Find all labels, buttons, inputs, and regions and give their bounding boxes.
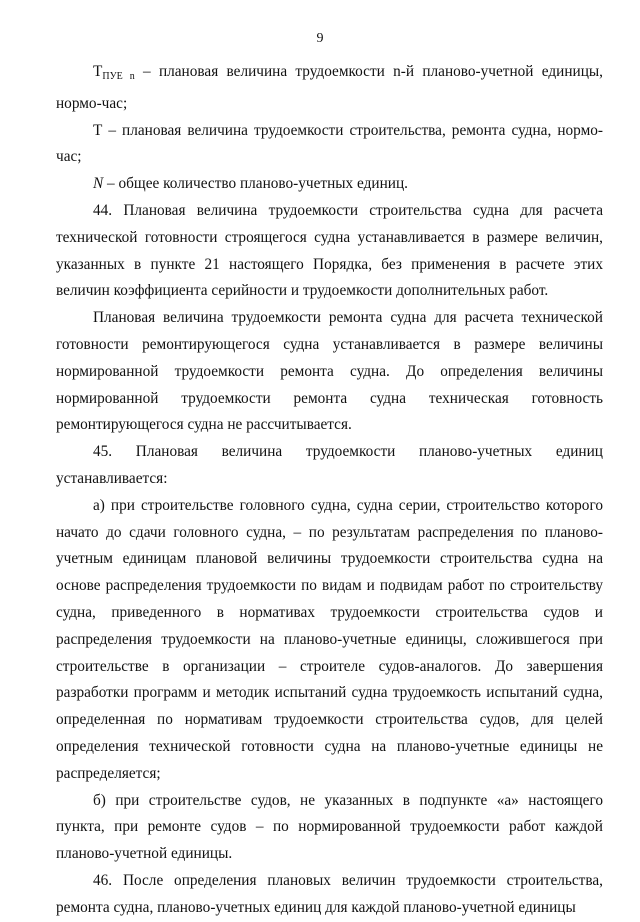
symbol-n: N	[93, 175, 104, 193]
definition-t-text: Т – плановая величина трудоемкости строительства, ремонта судна, нормо-час;	[56, 121, 603, 166]
paragraph-45-b: б) при строительстве судов, не указанных в подпункте «а» настоящего пункта, при ремонте судов – по нормированной трудоемкости работ каждой планово-учетной единицы.	[56, 791, 603, 863]
definition-tpue	[56, 59, 603, 118]
document-body	[56, 59, 603, 922]
definition-n-text: – общее количество планово-учетных единиц.	[103, 175, 408, 193]
symbol-tpue-subscript: ПУЕ n	[102, 71, 135, 82]
paragraph-45: 45. Плановая величина трудоемкости планово-учетных единиц устанавливается:	[56, 443, 603, 487]
symbol-tpue	[93, 63, 135, 80]
definition-n	[56, 171, 603, 198]
definition-tpue-text: – плановая величина трудоемкости n-й планово-учетной единицы, нормо-час;	[56, 63, 603, 112]
paragraph-44-continuation: Плановая величина трудоемкости ремонта судна для расчета технической готовности ремонтирующегося судна устанавливается в размере величины нормированной трудоемкости ремонта судна. До определения величины нормированной трудоемкости ремонта судна техническая готовность ремонтирующегося судна не рассчитывается.	[56, 309, 603, 434]
paragraph-44: 44. Плановая величина трудоемкости строительства судна для расчета технической готовности строящегося судна устанавливается в размере величин, указанных в пункте 21 настоящего Порядка, без применения в расчете этих величин коэффициента серийности и трудоемкости дополнительных работ.	[56, 201, 603, 300]
definition-t	[56, 118, 603, 172]
paragraph-45-a: а) при строительстве головного судна, судна серии, строительство которого начато до сдачи головного судна, – по результатам распределения по планово-учетным единицам плановой величины трудоемкости строительства судна на основе распределения трудоемкости по видам и подвидам работ по строительству судна, приведенного в нормативах трудоемкости строительства судов и распределения трудоемкости на планово-учетные единицы, сложившегося при строительстве в организации – строителе судов-аналогов. До завершения разработки программ и методик испытаний судна трудоемкость испытаний судна, определенная по нормативам трудоемкости строительства судов, для целей определения технической готовности судна на планово-учетные единицы не распределяется;	[56, 496, 603, 782]
symbol-tpue-main: T	[93, 63, 103, 80]
paragraph-46: 46. После определения плановых величин трудоемкости строительства, ремонта судна, планово-учетных единиц для каждой планово-учетной единицы	[56, 871, 603, 916]
page-number: 9	[316, 31, 324, 46]
